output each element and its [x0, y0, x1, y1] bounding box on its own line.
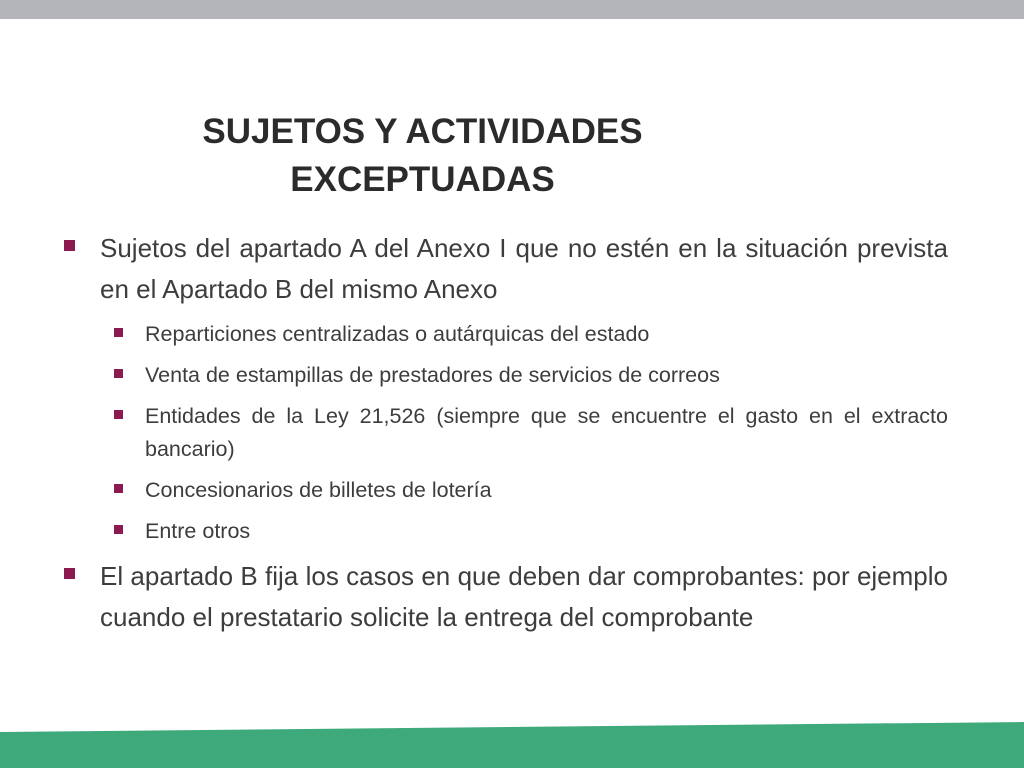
square-bullet-icon	[64, 240, 75, 251]
bullet-text: Sujetos del apartado A del Anexo I que no estén en la situación prevista en el Apartado B del mismo Anexo	[100, 233, 948, 304]
square-bullet-icon	[64, 568, 75, 579]
sub-bullet-item	[62, 400, 948, 466]
bullet-item	[62, 556, 948, 638]
sub-bullet-text: Reparticiones centralizadas o autárquicas del estado	[145, 322, 650, 346]
slide-title	[150, 108, 695, 204]
title-line-1: SUJETOS Y ACTIVIDADES	[202, 112, 643, 151]
sub-bullet-text: Concesionarios de billetes de lotería	[145, 478, 492, 502]
sub-bullet-item	[62, 474, 948, 507]
square-bullet-icon	[114, 410, 123, 419]
title-line-2: EXCEPTUADAS	[290, 160, 555, 199]
square-bullet-icon	[114, 369, 123, 378]
sub-bullet-text: Venta de estampillas de prestadores de servicios de correos	[145, 363, 720, 387]
sub-bullet-text: Entidades de la Ley 21,526 (siempre que se encuentre el gasto en el extracto bancario)	[145, 404, 948, 461]
square-bullet-icon	[114, 484, 123, 493]
sub-bullet-item	[62, 515, 948, 548]
sub-bullet-item	[62, 318, 948, 351]
sub-bullet-text: Entre otros	[145, 519, 251, 543]
top-bar	[0, 0, 1024, 19]
square-bullet-icon	[114, 328, 123, 337]
bullet-text: El apartado B fija los casos en que deben dar comprobantes: por ejemplo cuando el prestatario solicite la entrega del comprobante	[100, 561, 948, 632]
square-bullet-icon	[114, 525, 123, 534]
sub-bullet-item	[62, 359, 948, 392]
slide-content	[62, 228, 948, 638]
bullet-item	[62, 228, 948, 310]
bottom-green-band	[0, 722, 1024, 768]
